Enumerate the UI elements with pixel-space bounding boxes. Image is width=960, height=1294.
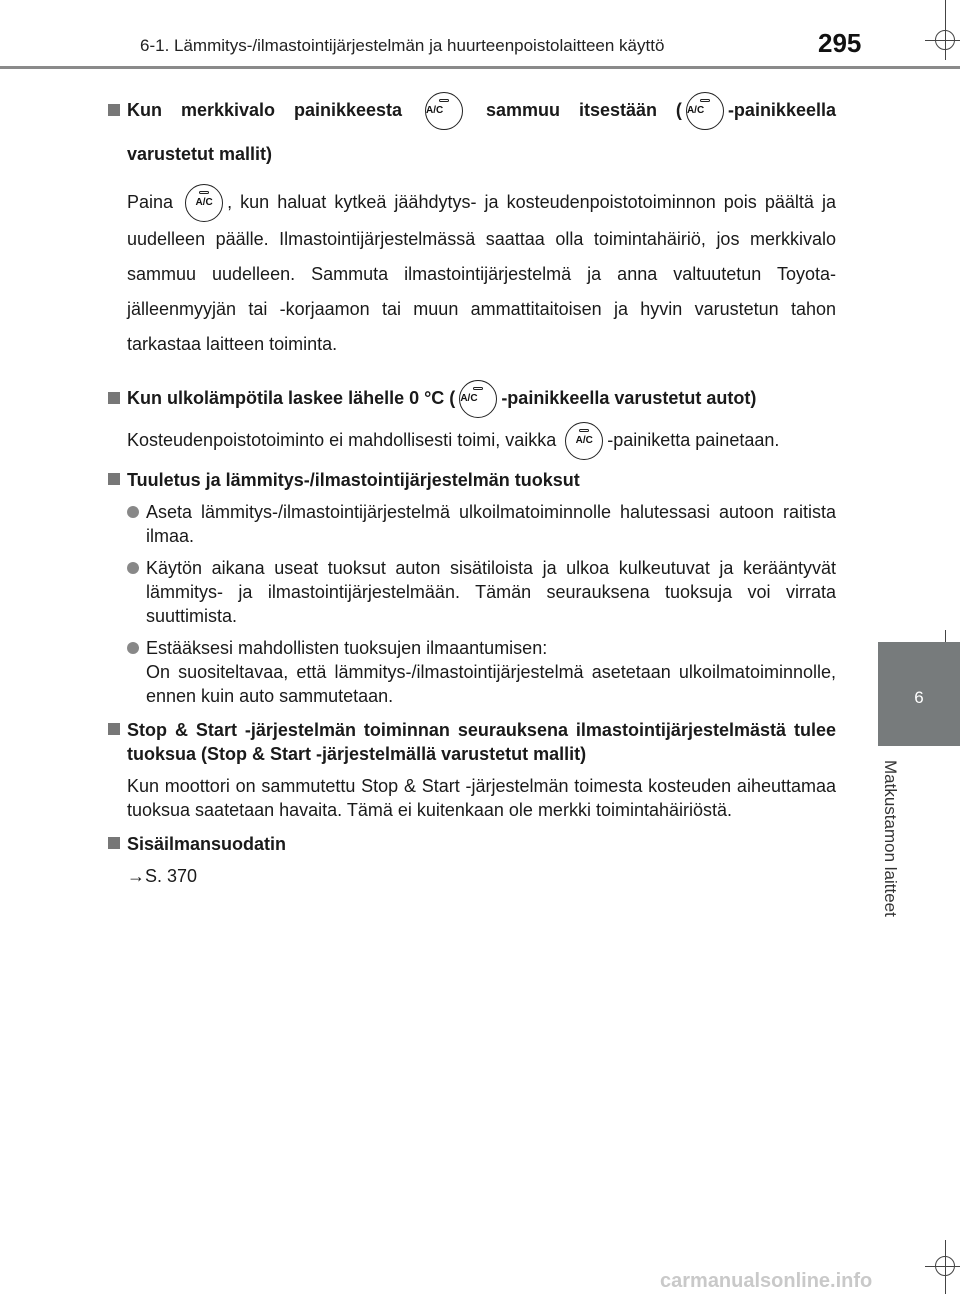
chapter-side-label	[875, 760, 905, 940]
circle-bullet-icon	[127, 642, 139, 654]
section-heading	[108, 88, 836, 176]
indicator-icon	[700, 99, 710, 102]
ac-button-icon	[565, 422, 603, 460]
indicator-icon	[579, 429, 589, 432]
list-item-text: On suositeltavaa, että lämmitys-/ilmastointijärjestelmä asetetaan ulkoilmatoiminnolle, ennen kuin auto sammutetaan.	[146, 662, 836, 706]
heading-text: Stop & Start -järjestelmän toiminnan seurauksena ilmastointijärjestelmästä tulee tuoksua (Stop & Start -järjestelmällä varustetut mallit)	[127, 720, 836, 764]
square-bullet-icon	[108, 837, 120, 849]
heading-text: Kun ulkolämpötila laskee lähelle 0 °C (	[127, 388, 456, 408]
ac-button-icon	[459, 380, 497, 418]
ac-icon-label: A/C	[686, 105, 705, 117]
ac-icon-label: A/C	[575, 435, 593, 446]
heading-text: -painikkeella varustetut autot)	[501, 388, 757, 408]
crop-mark	[935, 1256, 955, 1276]
ac-icon-label: A/C	[426, 105, 444, 117]
chapter-title: 6-1. Lämmitys-/ilmastointijärjestelmän ja huurteenpoistolaitteen käyttö	[140, 36, 665, 55]
chapter-side-label-text: Matkustamon laitteet	[881, 760, 900, 917]
chapter-tab	[878, 642, 960, 746]
list-item-text: Käytön aikana useat tuoksut auton sisätiloista ja ulkoa kulkeutuvat ja kerääntyvät lämmitys- ja ilmastointijärjestelmään. Tämän seurauksena tuoksuja voi virrata suuttimista.	[146, 558, 836, 626]
heading-text: -painikkeella varustetut mallit)	[127, 100, 836, 164]
section-heading	[108, 468, 836, 492]
page-content	[108, 88, 836, 888]
square-bullet-icon	[108, 104, 120, 116]
list-item-text: Aseta lämmitys-/ilmastointijärjestelmä ulkoilmatoiminnolle halutessasi autoon raitista ilmaa.	[146, 502, 836, 546]
indicator-icon	[473, 387, 483, 390]
section-heading	[108, 376, 836, 420]
square-bullet-icon	[108, 473, 120, 485]
ac-icon-label: A/C	[460, 393, 478, 405]
square-bullet-icon	[108, 723, 120, 735]
section-heading	[108, 832, 836, 856]
section-body: Kun moottori on sammutettu Stop & Start -järjestelmän toimesta kosteuden aiheuttamaa tuoksua saatetaan havaita. Tämä ei kuitenkaan ole merkki toimintahäiriöstä.	[127, 776, 836, 820]
list-item	[108, 500, 836, 548]
indicator-icon	[439, 99, 449, 102]
body-text: , kun haluat kytkeä jäähdytys- ja kosteudenpoistotoiminnon pois päältä ja uudelleen päälle. Ilmastointijärjestelmässä saattaa olla toimintahäiriö, jos merkkivalo sammuu uudelleen. Sammuta ilmastointijärjestelmä ja anna valtuutetun Toyota-jälleenmyyjän tai -korjaamon tai muun ammattitaitoisen ja hyvin varustetun tahon tarkastaa laitteen toiminta.	[127, 191, 836, 354]
crop-mark	[935, 30, 955, 50]
heading-text: Sisäilmansuodatin	[127, 834, 287, 854]
ac-button-icon	[425, 92, 463, 130]
list-item	[108, 556, 836, 628]
section-body	[108, 184, 836, 362]
list-item-text: Estääksesi mahdollisten tuoksujen ilmaantumisen:	[146, 638, 548, 658]
body-text: Paina	[127, 191, 174, 212]
square-bullet-icon	[108, 392, 120, 404]
indicator-icon	[199, 191, 209, 194]
watermark: carmanualsonline.info	[660, 1270, 873, 1292]
list-item	[108, 636, 836, 708]
page-reference: →S. 370	[127, 866, 198, 886]
section-heading	[108, 718, 836, 766]
section-body	[108, 422, 836, 460]
ac-button-icon	[686, 92, 724, 130]
heading-text: Kun merkkivalo painikkeesta	[127, 100, 403, 120]
header-rule	[0, 66, 960, 69]
chapter-tab-number: 6	[914, 688, 924, 707]
circle-bullet-icon	[127, 506, 139, 518]
page-number: 295	[818, 28, 862, 58]
body-text: Kosteudenpoistotoiminto ei mahdollisesti toimi, vaikka	[127, 429, 557, 450]
ac-icon-label: A/C	[195, 197, 213, 208]
circle-bullet-icon	[127, 562, 139, 574]
ac-button-icon	[185, 184, 223, 222]
heading-text: sammuu itsestään (	[485, 100, 682, 120]
body-text: -painiketta painetaan.	[607, 429, 780, 450]
heading-text: Tuuletus ja lämmitys-/ilmastointijärjestelmän tuoksut	[127, 470, 580, 490]
